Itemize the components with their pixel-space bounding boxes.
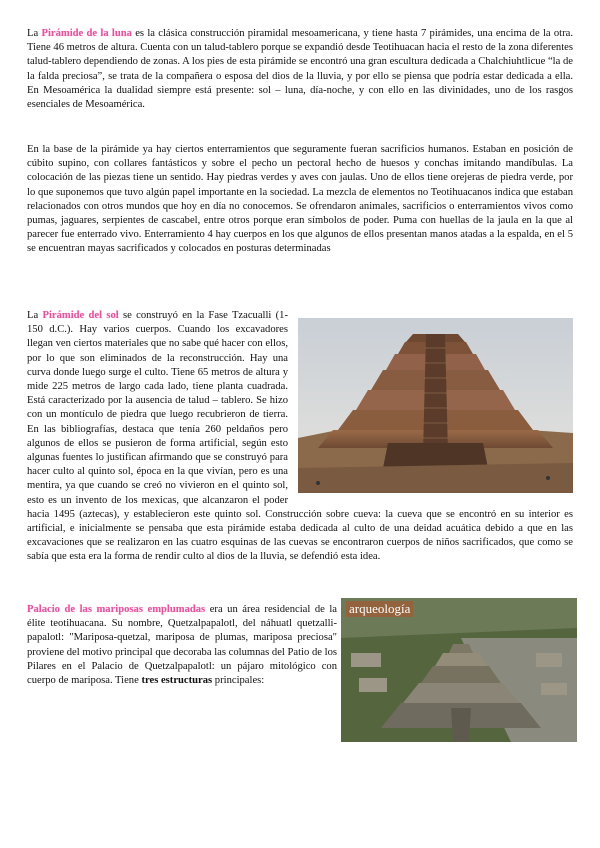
- palacio-tail: principales:: [212, 675, 265, 687]
- paragraph-sol: [27, 309, 573, 565]
- paragraph-base: En la base de la pirámide ya hay ciertos enterramientos que seguramente fueran sacrificios humanos. Estaban en posición de cúbito supino, con collares fantásticos y sobre el pecho un pectoral hecho de huesos y conchas imitando mandíbulas. La colocación de las piezas tiene un sentido. Hay piedras verdes y aves con jaulas. Uno de ellos tiene orejeras de piedra verde, por lo que suponemos que tuvo algún papel importante en la sociedad. La mezcla de elementos no Teotihuacanos indica que estaban relacionados con otros mundos que hoy en día no conocemos. Se ofrendaron animales, sacrificios o enterramientos vivos como pumas, jaguares, serpientes de cascabel, entre otros porque eran símbolos de poder. Puma con huellas de la jaula en la que al parecer fue enterrado vivo. Enterramiento 4 hay cuerpos en los que algunos de ellos presentan manos atadas a la espalda, en el 5 se encuentran mayas sacrificados y colocados en posturas determinadas: [27, 144, 573, 255]
- sun-pyramid-photo: [298, 318, 573, 493]
- sun-pyramid-image: [298, 318, 573, 493]
- term-piramide-sol: Pirámide del sol: [42, 310, 119, 321]
- moon-pyramid-aerial-photo: [341, 598, 577, 742]
- palacio-bold: tres estructuras: [141, 675, 213, 687]
- luna-text: es la clásica construcción piramidal mesoamericana, y tiene hasta 7 pirámides, una encima de la otra. Tiene 46 metros de altura. Cuenta con un talud-tablero porque se expandió desde Teotihuacan hacia el resto de la zona diferentes talud-tablero dependiendo de zonas. A los pies de esta pirámide se encontró una gran escultura dedicada a Chalchiuhtlicue “la de la falda preciosa”, se trata de la compañera o esposa del dios de la lluvia, y por ello se piensa que podría estar dedicada a ella. En Mesoamérica la dualidad siempre está presente: sol – luna, día-noche, y con ello en las divinidades, uno de los rasgos esenciales de Mesoamérica.: [27, 28, 574, 111]
- sol-text: se construyó en la Fase Tzacualli (1- 150 d.C.). Hay varios cuerpos. Cuando los excavadores llegan ven ciertos materiales que no sabe qué hacer con ellos, por lo que son eliminados de la reconstrucción. Hay una curva donde luego surge el culto. Tiene 65 metros de altura y mide 225 metros de largo cada lado, tiene planta cuadrada. Está caracterizado por la ausencia de talud – tablero. Se hizo con un montículo de piedra que luego recubrieron de tierra. En las bibliografías, destaca que tenía 260 peldaños pero algunos de ellos se pusieron de forma artificial, según esto algunas fuentes lo justifican afirmando que se construyó para hacer culto al quinto sol, época en la que vivían, pero es una mentira, ya que cuando se creó no vivieron en el quinto sol, esto es un invento de los mexicas, que alcanzaron el poder hacia 1495 (aztecas), y establecieron este quinto sol. Construcción sobre cueva: la cueva que se encontró en su interior es artificial, e inicialmente se pensaba que esta pirámide estaba dedicada al culto de una deidad acuática debido a que en las excavaciones que se realizaron en las cuatro esquinas de las cuevas se encontraron cuerpos de niños sacrificados, que como se sabía que esta era la forma de rendir culto al dios de la lluvia, se defendió esta idea.: [27, 310, 573, 563]
- image-caption-arqueologia: arqueología: [346, 601, 413, 617]
- sol-prefix: La: [27, 310, 43, 321]
- term-piramide-luna: Pirámide de la luna: [41, 28, 132, 39]
- term-palacio-mariposas: Palacio de las mariposas emplumadas: [27, 604, 206, 615]
- palacio-text: era un área residencial de la élite teotihuacana. Su nombre, Quetzalpapalotl, del náhuatl quetzalli-papalotl: "Mariposa-quetzal, mariposa de plumas, mariposa preciosa" proviene del motivo principal que decoraba las columnas del Patio de los Pilares en el Palacio de Quetzalpapalotl: un pájaro mitológico con cuerpo de mariposa. Tiene: [27, 604, 338, 687]
- paragraph-luna: La Pirámide de la luna es la clásica construcción piramidal mesoamericana, y tiene hasta 7 pirámides, una encima de la otra. Tiene 46 metros de altura. Cuenta con un talud-tablero porque se expandió desde Teotihuacan hacia el resto de la zona diferentes talud-tablero dependiendo de zonas. A los pies de esta pirámide se encontró una gran escultura dedicada a Chalchiuhtlicue “la de la falda preciosa”, se trata de la compañera o esposa del dios de la lluvia, y por ello se piensa que podría estar dedicada a ella. En Mesoamérica la dualidad siempre está presente: sol – luna, día-noche, y con ello en las divinidades, uno de los rasgos esenciales de Mesoamérica.: [27, 28, 574, 111]
- aerial-pyramid-image: [341, 598, 577, 742]
- paragraph-palacio: [27, 603, 337, 688]
